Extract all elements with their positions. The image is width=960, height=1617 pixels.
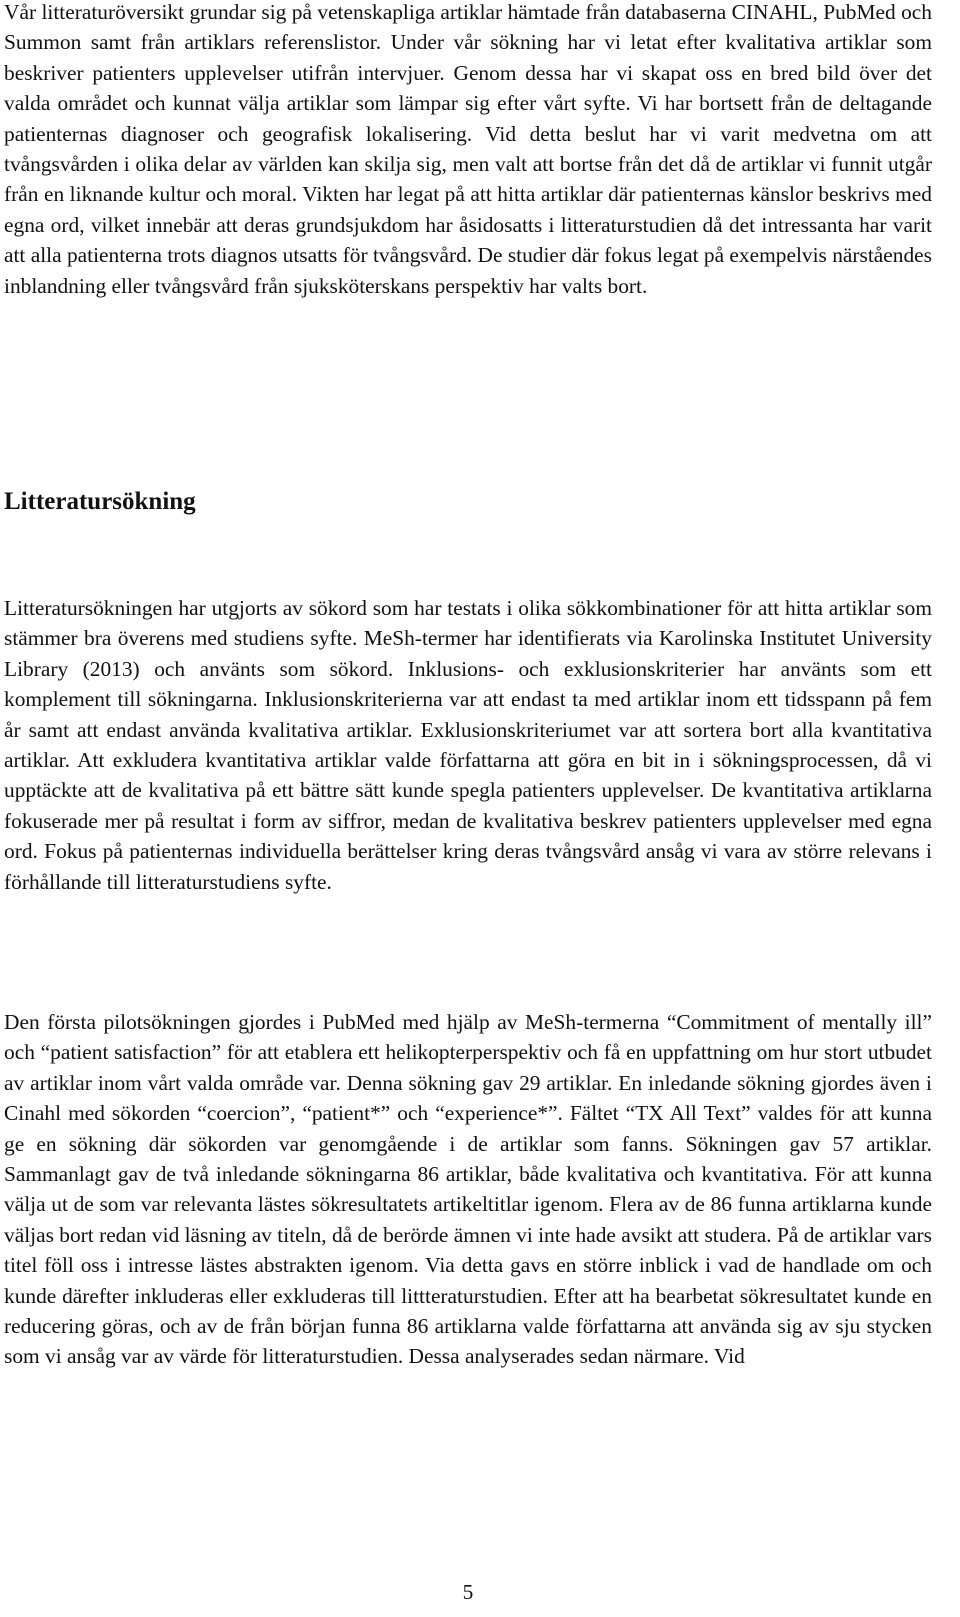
body-paragraph-search-method: Litteratursökningen har utgjorts av sökord som har testats i olika sökkombinationer för att hitta artiklar som stämmer bra överens med studiens syfte. MeSh-termer har identifierats via Karolinska Institutet University Library (2013) och använts som sökord. Inklusions- och exklusionskriterier har använts som ett komplement till sökningarna. Inklusionskriterierna var att endast ta med artiklar inom ett tidsspann på fem år samt att endast använda kvalitativa artiklar. Exklusionskriteriumet var att sortera bort alla kvantitativa artiklar. Att exkludera kvantitativa artiklar valde författarna att göra en bit in i sökningsprocessen, då vi upptäckte att de kvalitativa på ett bättre sätt kunde spegla patienters upplevelser. De kvantitativa artiklarna fokuserade mer på resultat i form av siffror, medan de kvalitativa beskrev patienters upplevelser med egna ord. Fokus på patienternas individuella berättelser kring deras tvångsvård ansåg vi vara av större relevans i förhållande till litteraturstudiens syfte. [4,596,932,894]
section-heading: Litteratursökning [4,488,196,515]
body-paragraph-intro: Vår litteraturöversikt grundar sig på vetenskapliga artiklar hämtade från databaserna CINAHL, PubMed och Summon samt från artiklars referenslistor. Under vår sökning har vi letat efter kvalitativa artiklar som beskriver patienters upplevelser utifrån intervjuer. Genom dessa har vi skapat oss en bred bild över det valda området och kunnat välja artiklar som lämpar sig efter vårt syfte. Vi har bortsett från de deltagande patienternas diagnoser och geografisk lokalisering. Vid detta beslut har vi varit medvetna om att tvångsvården i olika delar av världen kan skilja sig, men valt att bortse från det då de artiklar vi funnit utgår från en liknande kultur och moral. Vikten har legat på att hitta artiklar där patienternas känslor beskrivs med egna ord, vilket innebär att deras grundsjukdom har åsidosatts i litteraturstudien då det intressanta har varit att alla patienterna trots diagnos utsatts för tvångsvård. De studier där fokus legat på exempelvis närståendes inblandning eller tvångsvård från sjuksköterskans perspektiv har valts bort. [4,0,932,298]
body-paragraph-pilot-search: Den första pilotsökningen gjordes i PubMed med hjälp av MeSh-termerna “Commitment of mentally ill” och “patient satisfaction” för att etablera ett helikopterperspektiv och få en uppfattning om hur stort utbudet av artiklar inom vårt valda område var. Denna sökning gav 29 artiklar. En inledande sökning gjordes även i Cinahl med sökorden “coercion”, “patient*” och “experience*”. Fältet “TX All Text” valdes för att kunna ge en sökning där sökorden var genomgående i de artiklar som fanns. Sökningen gav 57 artiklar. Sammanlagt gav de två inledande sökningarna 86 artiklar, både kvalitativa och kvantitativa. För att kunna välja ut de som var relevanta lästes sökresultatets artikeltitlar igenom. Flera av de 86 funna artiklarna kunde väljas bort redan vid läsning av titeln, då de berörde ämnen vi inte hade avsikt att studera. På de artiklar vars titel föll oss i intresse lästes abstrakten igenom. Via detta gavs en större inblick i vad de handlade om och kunde därefter inkluderas eller exkluderas till littteraturstudien. Efter att ha bearbetat sökresultatet kunde en reducering göras, och av de från början funna 86 artiklarna valde författarna att använda sig av sju stycken som vi ansåg var av värde för litteraturstudien. Dessa analyserades sedan närmare. Vid [4,1010,932,1369]
page-number: 5 [462,1580,474,1604]
